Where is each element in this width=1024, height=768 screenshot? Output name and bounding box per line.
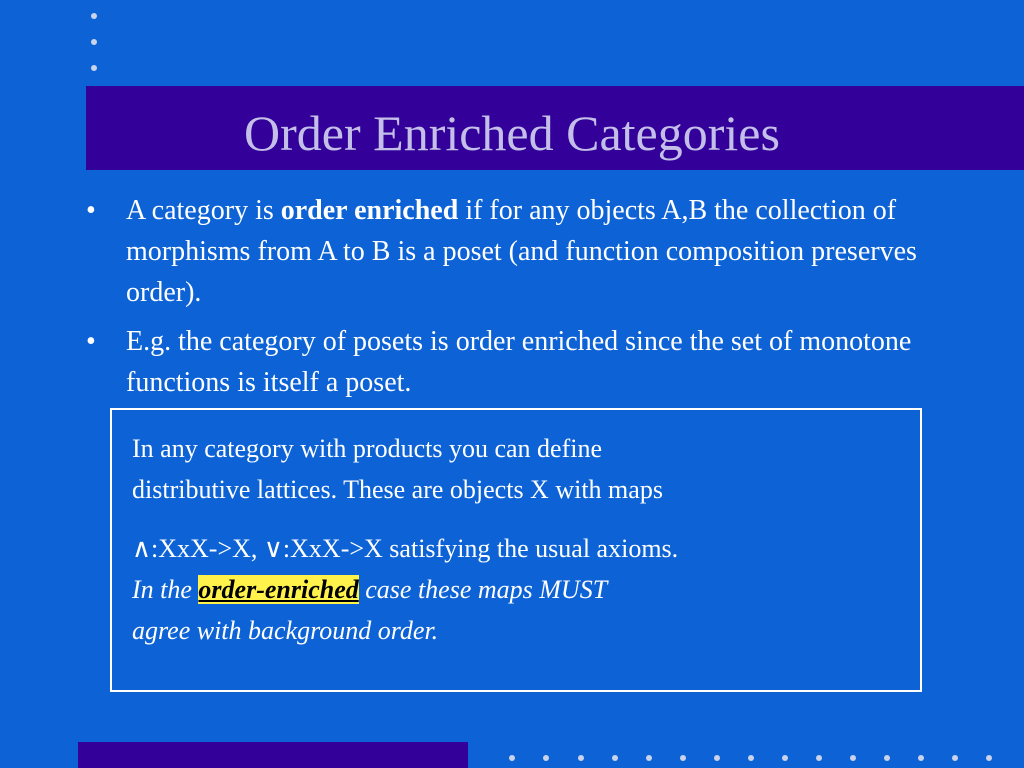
bullet-list [82, 190, 922, 411]
decor-dot [91, 65, 97, 71]
bullet-glyph: • [86, 195, 96, 226]
decor-dot [612, 755, 618, 761]
bullet-text-prefix: A category is [126, 195, 281, 226]
note-italic-prefix: In the [132, 575, 199, 604]
decor-dot [646, 755, 652, 761]
decor-dot [816, 755, 822, 761]
note-line: ∧:XxX->X, ∨:XxX->X satisfying the usual axioms. [132, 534, 679, 563]
decor-dot [884, 755, 890, 761]
note-paragraph [132, 428, 892, 510]
decor-dot [748, 755, 754, 761]
decor-dot [714, 755, 720, 761]
note-italic-suffix: case these maps MUST [358, 575, 608, 604]
decor-dot [918, 755, 924, 761]
decor-dot [986, 755, 992, 761]
note-line: distributive lattices. These are objects X with maps [132, 475, 663, 504]
bullet-text-suffix: if for any objects A,B the collection of morphisms from A to B is a poset (and function composition preserves order). [126, 195, 917, 308]
note-line: In any category with products you can define [132, 434, 603, 463]
bullet-text: E.g. the category of posets is order enriched since the set of monotone functions is itself a poset. [126, 326, 912, 398]
bullet-item [82, 321, 922, 403]
note-italic-line [132, 569, 892, 610]
note-italic-line: agree with background order. [132, 616, 439, 645]
decor-dot [952, 755, 958, 761]
slide-title: Order Enriched Categories [244, 105, 780, 161]
decor-dot [578, 755, 584, 761]
bullet-item [82, 190, 922, 313]
note-box [110, 408, 922, 692]
decor-dot [680, 755, 686, 761]
decor-dot [850, 755, 856, 761]
bullet-glyph: • [86, 326, 96, 357]
decor-dot [543, 755, 549, 761]
bullet-bold-term: order enriched [280, 195, 459, 226]
decor-dot [91, 13, 97, 19]
note-emphasis-term: order-enriched [198, 575, 359, 604]
decor-dot [91, 39, 97, 45]
note-paragraph [132, 528, 892, 651]
decor-dot [509, 755, 515, 761]
decor-dot [782, 755, 788, 761]
bottom-bar [78, 742, 468, 768]
